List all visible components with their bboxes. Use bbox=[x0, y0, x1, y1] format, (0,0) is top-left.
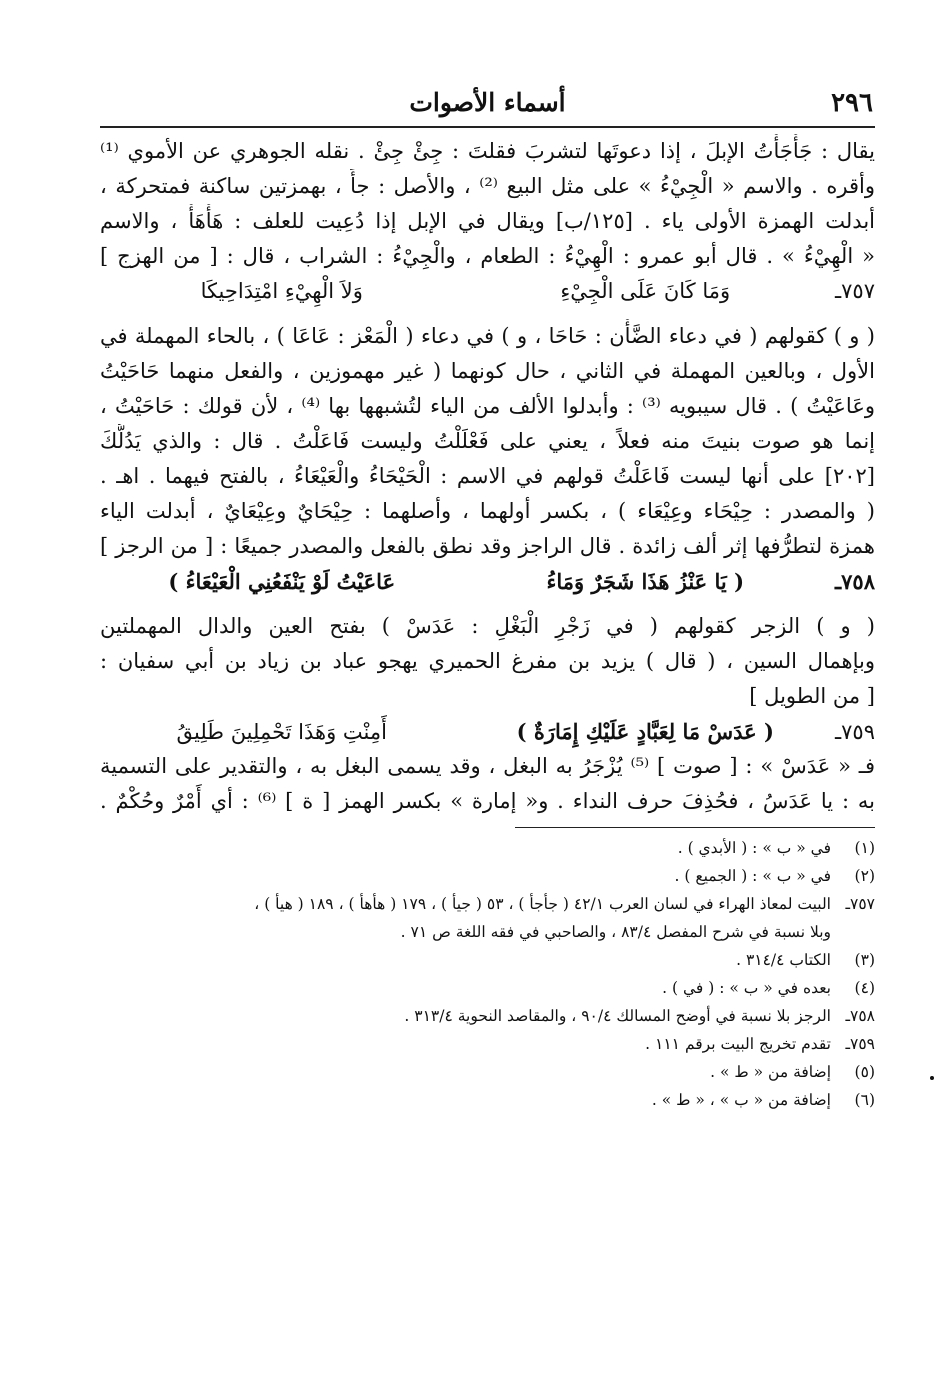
footnote bbox=[100, 1086, 875, 1114]
page-header bbox=[100, 80, 875, 128]
footnote-id: ٧٥٨ـ bbox=[845, 1007, 875, 1025]
verse-number: ٧٥٧ـ bbox=[835, 279, 875, 303]
footnote-id: (٢) bbox=[854, 867, 875, 885]
text-line: ( والمصدر : حِيْحَاء وعِيْعَاء ) ، بكسر أولهما ، وأصلهما : حِيْحَايٌ وعِيْعَايٌ ، أبدلت الياء bbox=[100, 499, 875, 523]
text-line: يقال : جَأْجَأْتُ الإبلَ ، إذا دعوتَها لتشربَ فقلتَ : جِئْ جِئْ . نقله الجوهري عن الأموي ⁽¹⁾ bbox=[100, 139, 875, 163]
verse-759 bbox=[100, 714, 875, 749]
text-line: به : يا عَدَسُ ، فحُذِفَ حرف النداء . و« إمارة » بكسر الهمز [ ة ] ⁽⁶⁾ : أي أَمْرٌ وحُكْمٌ . bbox=[100, 789, 875, 813]
footnote-text: تقدم تخريج البيت برقم ١١١ . bbox=[645, 1035, 831, 1053]
text-line: الأول ، وبالعين المهملة في الثاني ، حال كونهما ( غير مهموزين ، والفعل منهما حَاحَيْتُ bbox=[100, 359, 875, 383]
footnote-id: ٧٥٧ـ bbox=[845, 895, 875, 913]
verse-number: ٧٥٩ـ bbox=[835, 720, 875, 744]
text-line: ( و ) كقولهم ( في دعاء الضَّأْن : حَاحَا ، و ) في دعاء ( الْمَعْز : عَاعَا ) ، بالحاء المهملة في bbox=[100, 324, 875, 348]
footnote-id: (٤) bbox=[854, 979, 875, 997]
verse-first-hemistich: ( عَدَسْ مَا لِعَبَّادٍ عَلَيْكِ إِمَارَةٌ ) bbox=[516, 719, 774, 744]
footnote-id: (١) bbox=[854, 839, 875, 857]
footnote-text: الكتاب ٣١٤/٤ . bbox=[736, 951, 831, 969]
footnote-text: في « ب » : ( الجميع ) . bbox=[674, 867, 831, 885]
verse-number: ٧٥٨ـ bbox=[835, 569, 875, 594]
text-line: « الْهِيْءُ » . قال أبو عمرو : الْهِيْءُ : الطعام ، والْجِيْءُ : الشراب ، قال : [ من الهزج ] bbox=[100, 244, 875, 268]
footnote-text: الرجز بلا نسبة في أوضح المسالك ٩٠/٤ ، والمقاصد النحوية ٣١٣/٤ . bbox=[404, 1007, 831, 1025]
footnote bbox=[100, 862, 875, 890]
footnote bbox=[100, 1002, 875, 1030]
verse-757 bbox=[100, 274, 875, 309]
verse-second-hemistich: عَاعَيْتُ لَوْ يَنْفَعُنِي الْعَيْعَاءُ ) bbox=[168, 569, 396, 594]
footnote-text: بعده في « ب » : ( في ) . bbox=[662, 979, 831, 997]
footnote-text: في « ب » : ( الأبدي ) . bbox=[677, 839, 831, 857]
text-line: وبإهمال السين ، ( قال ) يزيد بن مفرغ الحميري يهجو عباد بن زياد بن أبي سفيان : bbox=[100, 649, 875, 673]
page-number: ٢٩٦ bbox=[831, 88, 873, 118]
footnote bbox=[100, 834, 875, 862]
footnote-id: ٧٥٩ـ bbox=[845, 1035, 875, 1053]
text-line: [ من الطويل ] bbox=[749, 684, 875, 708]
footnote bbox=[100, 946, 875, 974]
footnote bbox=[100, 1030, 875, 1058]
footnote-id: (٦) bbox=[854, 1091, 875, 1109]
main-text bbox=[100, 134, 875, 819]
verse-second-hemistich: وَلاَ الْهِيْءِ امْتِدَاحِيكَا bbox=[200, 279, 363, 303]
footnote-text: وبلا نسبة في شرح المفصل ٨٣/٤ ، والصاحبي في فقه اللغة ص ٧١ . bbox=[400, 923, 831, 941]
text-line: فـ « عَدَسْ » : [ صوت ] ⁽⁵⁾ يُزْجَرُ به البغل ، وقد يسمى البغل به ، والتقدير على التسمية bbox=[100, 754, 875, 778]
verse-first-hemistich: وَمَا كَانَ عَلَى الْجِيْءِ bbox=[560, 279, 731, 303]
footnote bbox=[100, 974, 875, 1002]
verse-758 bbox=[100, 564, 875, 599]
text-line: وعَاعَيْتُ ) . قال سيبويه ⁽³⁾ : وأبدلوا الألف من الياء لتُشبهها بها ⁽⁴⁾ ، لأن قولك : حَاحَيْتُ ، bbox=[100, 394, 875, 418]
text-line: أبدلت الهمزة الأولى ياء . [١٢٥/ب] ويقال في الإبل إذا دُعِيت للعلف : هَأْهَأْ ، والاسم bbox=[100, 209, 875, 233]
footnote-continuation bbox=[100, 918, 875, 946]
footnote-text: إضافة من « ب » ، « ط » . bbox=[651, 1091, 831, 1109]
footnote-text: إضافة من « ط » . bbox=[710, 1063, 831, 1081]
verse-first-hemistich: ( يَا عَنْزُ هَذَا شَجَرٌ وَمَاءُ bbox=[546, 569, 745, 594]
margin-dot bbox=[930, 1076, 934, 1080]
text-line: همزة لتطرُّفها إثر ألف زائدة . قال الراجز وقد نطق بالفعل والمصدر جميعًا : [ من الرجز ] bbox=[100, 534, 875, 558]
running-title: أسماء الأصوات bbox=[409, 88, 566, 117]
text-line: [٢٠٢] على أنها ليست فَاعَلْتُ قولهم في الاسم : الْحَيْحَاءُ والْعَيْعَاءُ ، بالفتح فيهما . اهـ . bbox=[100, 464, 875, 488]
verse-second-hemistich: أَمِنْتِ وَهَذَا تَحْمِلِينَ طَلِيقُ bbox=[176, 720, 387, 744]
footnote-text: البيت لمعاذ الهراء في لسان العرب ٤٢/١ ( جأجأ ) ، ٥٣ ( جيأ ) ، ١٧٩ ( هأهأ ) ، ١٨٩ ( هيأ ) ، bbox=[254, 895, 831, 913]
footnote-id: (٥) bbox=[854, 1063, 875, 1081]
footnote bbox=[100, 1058, 875, 1086]
text-line: ( و ) الزجر كقولهم ( في زَجْرِ الْبَغْلِ : عَدَسْ ) بفتح العين والدال المهملتين bbox=[100, 614, 875, 638]
footnote-divider bbox=[515, 827, 875, 828]
text-line: إنما هو صوت بنيتَ منه فعلاً ، يعني على فَعْلَلْتُ وليست فَاعَلْتُ . قال : والذي يَدُلُّكَ bbox=[100, 429, 875, 453]
book-page bbox=[100, 80, 875, 1114]
footnotes bbox=[100, 834, 875, 1114]
footnote bbox=[100, 890, 875, 918]
footnote-id: (٣) bbox=[854, 951, 875, 969]
text-line: وأقره . والاسم « الْجِيْءُ » على مثل البيع ⁽²⁾ ، والأصل : جأً ، بهمزتين ساكنة فمتحركة ، bbox=[100, 174, 875, 198]
